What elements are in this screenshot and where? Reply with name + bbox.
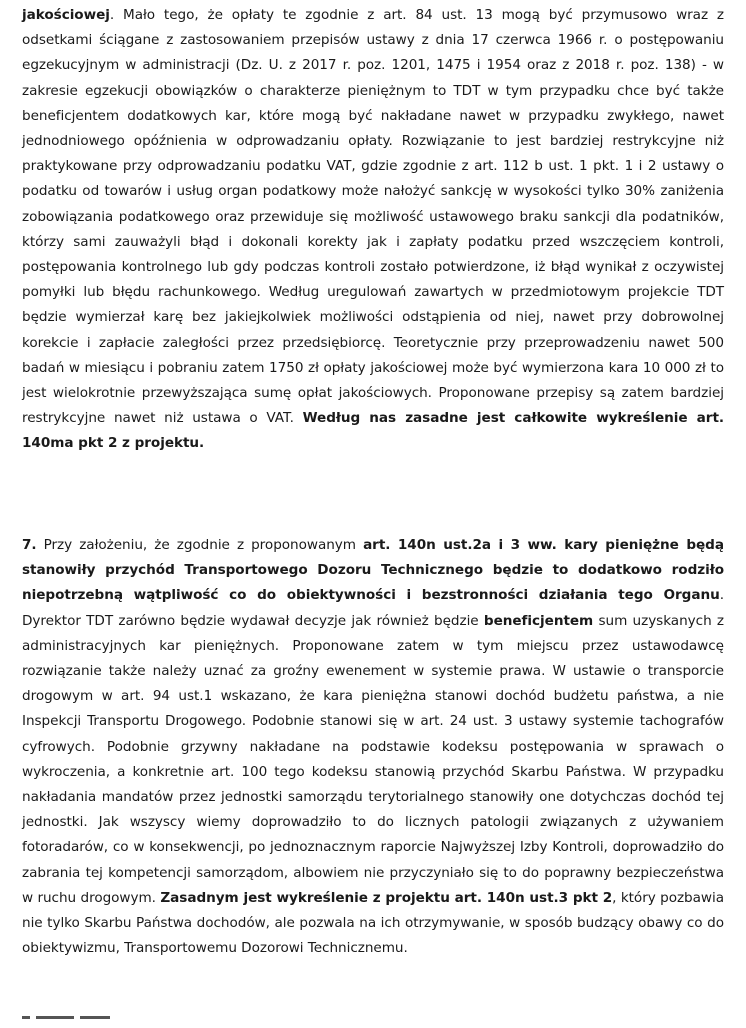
- paragraph-point-7: [22, 533, 724, 961]
- point-number: 7.: [22, 537, 37, 553]
- text-bold: beneficjentem: [483, 612, 594, 629]
- text-run: . Dyrektor TDT zarówno będzie wydawał decyzje jak również będzie: [22, 587, 724, 629]
- paragraph-opłata-jakościowa: [22, 3, 724, 457]
- text-bold: Według nas zasadne jest całkowite wykreślenie art. 140ma pkt 2 z projektu.: [22, 410, 725, 452]
- text-run: Przy założeniu, że zgodnie z proponowanym: [36, 537, 364, 553]
- text-bold: art. 140n ust.2a i 3 ww. kary pieniężne będą stanowiły przychód Transportowego Dozoru Technicznego będzie to dodatkowo rodziło niepotrzebną wątpliwość co do obiektywności i bezstronności działania tego Organu: [22, 537, 724, 604]
- text-run: . Mało tego, że opłaty te zgodnie z art. 84 ust. 13 mogą być przymusowo wraz z odsetkami ściągane z zastosowaniem przepisów ustawy z dnia 17 czerwca 1966 r. o postępowaniu egzekucyjnym w administracji (Dz. U. z 2017 r. poz. 1201, 1475 i 1954 oraz z 2018 r. poz. 138) - w zakresie egzekucji obowiązków o charakterze pieniężnym to TDT w tym przypadku chce być także beneficjentem dodatkowych kar, które mogą być nakładane nawet w przypadku zwykłego, nawet jednodniowego opóźnienia w odprowadzaniu opłaty. Rozwiązanie to jest bardziej restrykcyjne niż praktykowane przy odprowadzaniu podatku VAT, gdzie zgodnie z art. 112 b ust. 1 pkt. 1 i 2 ustawy o podatku od towarów i usług organ podatkowy może nałożyć sankcję w wysokości tylko 30% zaniżenia zobowiązania podatkowego oraz przewiduje się możliwość ustawowego braku sankcji dla podatników, którzy sami zauważyli błąd i dokonali korekty jak i zapłaty podatku przed wszczęciem kontroli, postępowania kontrolnego lub gdy podczas kontroli zostało potwierdzone, iż błąd wynikał z oczywistej pomyłki lub błędu rachunkowego. Według uregulowań zawartych w przedmiotowym projekcie TDT będzie wymierzał karę bez jakiejkolwiek możliwości odstąpienia od niej, nawet przy dobrowolnej korekcie i zapłacie zaległości przez przedsiębiorcę. Teoretycznie przy przeprowadzeniu nawet 500 badań w miesiącu i pobraniu zatem 1750 zł opłaty jakościowej może być wymierzona kara 10 000 zł to jest wielokrotnie przewyższająca sumę opłat jakościowych. Proponowane przepisy są zatem bardziej restrykcyjne nawet niż ustawa o VAT.: [22, 7, 724, 427]
- text-bold: Zasadnym jest wykreślenie z projektu art. 140n ust.3 pkt 2: [160, 889, 613, 906]
- text-bold: jakościowej: [22, 7, 110, 23]
- text-run: sum uzyskanych z administracyjnych kar pieniężnych. Proponowane zatem w tym miejscu przez ustawodawcę rozwiązanie także należy uznać za groźny ewenement w systemie prawa. W ustawie o transporcie drogowym w art. 94 ust.1 wskazano, że kara pieniężna stanowi dochód budżetu państwa, a nie Inspekcji Transportu Drogowego. Podobnie stanowi się w art. 24 ust. 3 ustawy systemie tachografów cyfrowych. Podobnie grzywny nakładane na podstawie kodeksu postępowania w sprawach o wykroczenia, a konkretnie art. 100 tego kodeksu stanowią przychód Skarbu Państwa. W przypadku nakładania mandatów przez jednostki samorządu terytorialnego stanowiły one dotychczas dochód tej jednostki. Jak wszyscy wiemy doprowadziło to do licznych patologii związanych z używaniem fotoradarów, co w konsekwencji, po jednoznacznym raporcie Najwyższej Izby Kontroli, doprowadziło do zabrania tej kompetencji samorządom, albowiem nie przyczyniało się to do poprawny bezpieczeństwa w ruchu drogowym.: [22, 612, 724, 906]
- text-run: , który pozbawia nie tylko Skarbu Państwa dochodów, ale pozwala na ich otrzymywanie, w sposób budzący obawy co do obiektywizmu, Transportowemu Dozorowi Technicznemu.: [22, 889, 724, 957]
- cut-off-line-fragment: [22, 1016, 142, 1028]
